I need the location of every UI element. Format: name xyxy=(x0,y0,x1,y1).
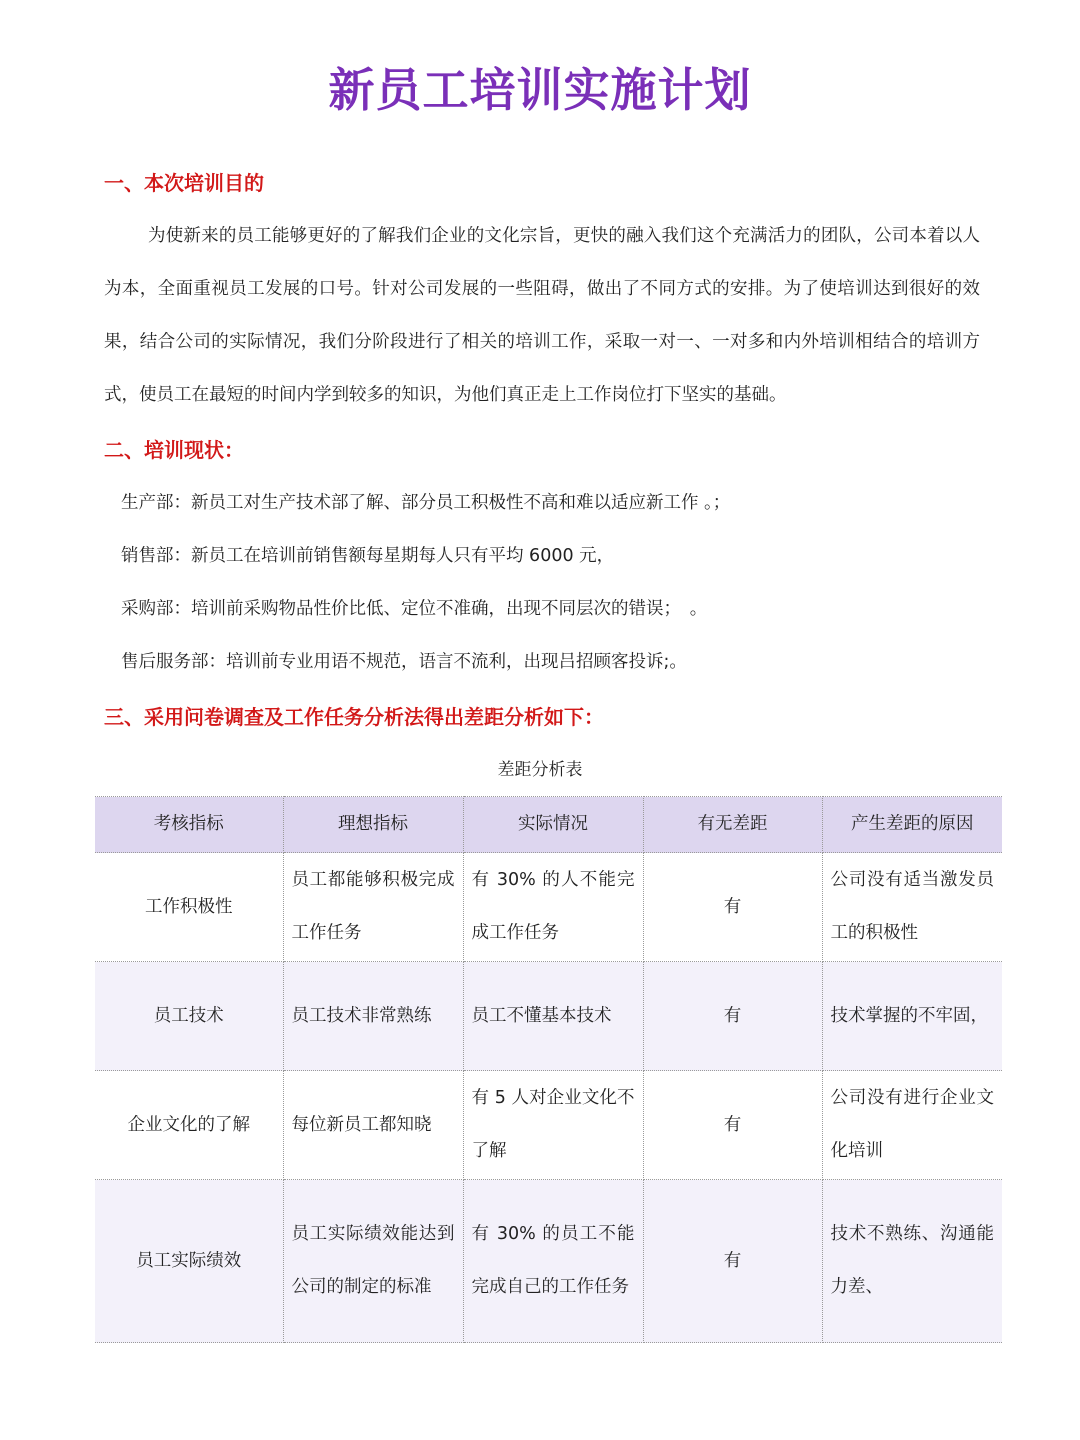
cell-actual: 员工不懂基本技术 xyxy=(463,962,643,1071)
section-heading-gap-analysis: 三、采用问卷调查及工作任务分析法得出差距分析如下： xyxy=(104,705,604,729)
cell-has-gap: 有 xyxy=(643,1071,822,1180)
status-line-production: 生产部：新员工对生产技术部了解、部分员工积极性不高和难以适应新工作 。； xyxy=(121,493,731,513)
cell-ideal: 员工技术非常熟练 xyxy=(283,962,463,1071)
column-header-ideal: 理想指标 xyxy=(283,797,463,853)
column-header-metric: 考核指标 xyxy=(95,797,283,853)
cell-metric: 员工实际绩效 xyxy=(95,1180,283,1343)
table-header-row xyxy=(95,797,1002,853)
table-row xyxy=(95,853,1002,962)
cell-actual: 有 5 人对企业文化不了解 xyxy=(463,1071,643,1180)
status-line-purchasing: 采购部：培训前采购物品性价比低、定位不准确，出现不同层次的错误； 。 xyxy=(121,599,708,619)
column-header-actual: 实际情况 xyxy=(463,797,643,853)
cell-has-gap: 有 xyxy=(643,853,822,962)
table-caption: 差距分析表 xyxy=(497,760,583,780)
cell-ideal: 员工实际绩效能达到公司的制定的标准 xyxy=(283,1180,463,1343)
cell-ideal: 员工都能够积极完成工作任务 xyxy=(283,853,463,962)
cell-cause: 公司没有进行企业文化培训 xyxy=(822,1071,1002,1180)
status-line-after-sales: 售后服务部：培训前专业用语不规范，语言不流利，出现吕招顾客投诉;。 xyxy=(121,652,687,672)
cell-metric: 员工技术 xyxy=(95,962,283,1071)
cell-metric: 企业文化的了解 xyxy=(95,1071,283,1180)
gap-analysis-table xyxy=(95,796,1002,1343)
purpose-paragraph: 为使新来的员工能够更好的了解我们企业的文化宗旨，更快的融入我们这个充满活力的团队，公司本着以人为本，全面重视员工发展的口号。针对公司发展的一些阻碍，做出了不同方式的安排。为了使培训达到很好的效果，结合公司的实际情况，我们分阶段进行了相关的培训工作，采取一对一、一对多和内外培训相结合的培训方式，使员工在最短的时间内学到较多的知识，为他们真正走上工作岗位打下坚实的基础。 xyxy=(104,226,980,405)
section-heading-purpose: 一、本次培训目的 xyxy=(104,171,264,195)
cell-has-gap: 有 xyxy=(643,1180,822,1343)
column-header-cause: 产生差距的原因 xyxy=(822,797,1002,853)
cell-cause: 技术掌握的不牢固， xyxy=(822,962,1002,1071)
section-heading-status: 二、培训现状： xyxy=(104,438,244,462)
status-line-sales: 销售部：新员工在培训前销售额每星期每人只有平均 6000 元， xyxy=(121,546,615,566)
table-row xyxy=(95,1180,1002,1343)
column-header-has-gap: 有无差距 xyxy=(643,797,822,853)
cell-metric: 工作积极性 xyxy=(95,853,283,962)
table-row xyxy=(95,962,1002,1071)
cell-ideal: 每位新员工都知晓 xyxy=(283,1071,463,1180)
cell-cause: 公司没有适当激发员工的积极性 xyxy=(822,853,1002,962)
document-title: 新员工培训实施计划 xyxy=(328,63,752,117)
cell-actual: 有 30% 的人不能完成工作任务 xyxy=(463,853,643,962)
table-row xyxy=(95,1071,1002,1180)
cell-has-gap: 有 xyxy=(643,962,822,1071)
cell-actual: 有 30% 的员工不能完成自己的工作任务 xyxy=(463,1180,643,1343)
cell-cause: 技术不熟练、沟通能力差、 xyxy=(822,1180,1002,1343)
